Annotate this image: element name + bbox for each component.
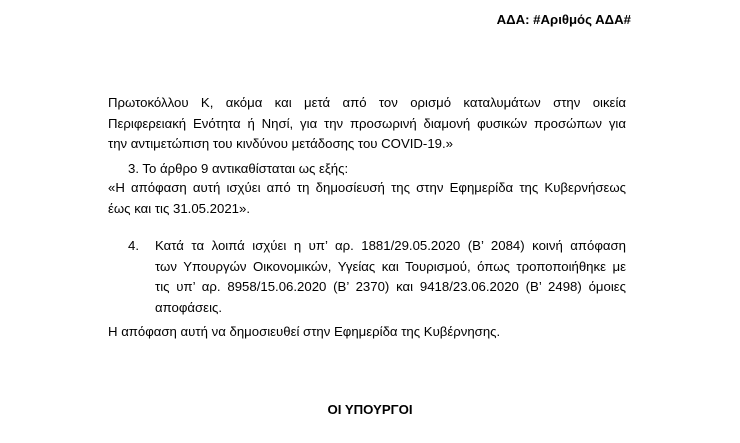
item3-line-2: έως και τις 31.05.2021». xyxy=(108,200,251,216)
item4-number: 4. xyxy=(128,238,139,253)
item4-line-4: αποφάσεις. xyxy=(155,299,223,315)
intro-line-2: Περιφερειακή Ενότητα ή Νησί, για την προσωρινή διαμονή φυσικών προσώπων για xyxy=(108,115,626,131)
item4-line-2: των Υπουργών Οικονομικών, Υγείας και Τουρισμού, όπως τροποποιήθηκε με xyxy=(155,258,626,274)
item4-line-1: Κατά τα λοιπά ισχύει η υπ’ αρ. 1881/29.05.2020 (Β’ 2084) κοινή απόφαση xyxy=(155,238,626,253)
closing-statement: Η απόφαση αυτή να δημοσιευθεί στην Εφημερίδα της Κυβέρνησης. xyxy=(108,324,501,339)
item4-text xyxy=(155,236,626,318)
intro-line-1: Πρωτοκόλλου Κ, ακόμα και μετά από τον ορισμό καταλυμάτων στην οικεία xyxy=(108,95,626,110)
article-item-3-heading: 3. Το άρθρο 9 αντικαθίσταται ως εξής: xyxy=(128,161,349,176)
item3-line-1: «Η απόφαση αυτή ισχύει από τη δημοσίευσή της στην Εφημερίδα της Κυβερνήσεως xyxy=(108,180,626,195)
intro-paragraph xyxy=(108,93,626,155)
article-item-3-body xyxy=(108,178,626,219)
ada-header-label: ΑΔΑ: #Αριθμός ΑΔΑ# xyxy=(496,12,631,27)
intro-line-3: την αντιμετώπιση του κινδύνου μετάδοσης του COVID-19.» xyxy=(108,136,453,151)
item4-line-3: τις υπ’ αρ. 8958/15.06.2020 (Β’ 2370) και 9418/23.06.2020 (Β’ 2498) όμοιες xyxy=(155,279,626,294)
ministers-signoff: ΟΙ ΥΠΟΥΡΓΟΙ xyxy=(327,402,413,417)
